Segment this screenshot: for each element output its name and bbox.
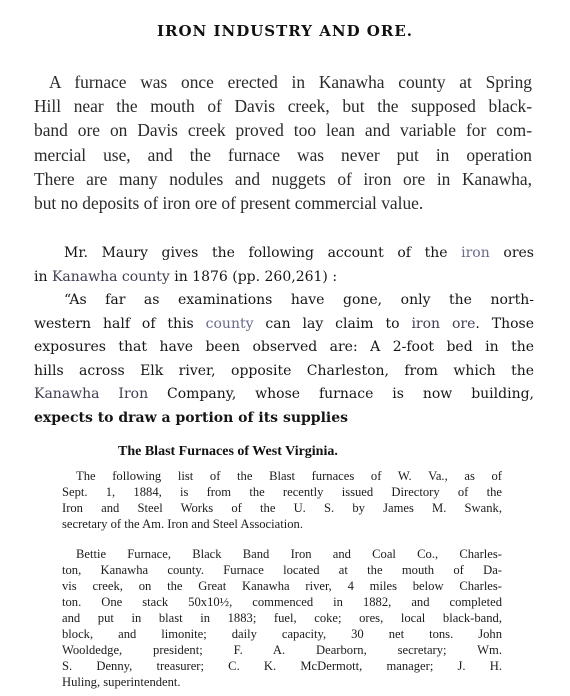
text-line: ton, Kanawha county. Furnace located at the mouth of Da- — [62, 563, 502, 577]
text-line: The following list of the Blast furnaces of W. Va., as of — [76, 469, 502, 483]
text-line: but no deposits of iron ore of present commercial value. — [34, 193, 424, 214]
text-line: hills across Elk river, opposite Charleston, from which the — [34, 362, 534, 379]
text-line: exposures that have been observed are: A 2-foot bed in the — [34, 339, 534, 355]
text-fragment: in 1876 (pp. 260,261) : — [169, 268, 338, 285]
text-line: “As far as examinations have gone, only the north- — [64, 292, 534, 308]
highlight-fragment: Kanawha Iron — [34, 386, 149, 402]
text-line: A furnace was once erected in Kanawha county at Spring — [49, 72, 532, 92]
text-line: S. Denny, treasurer; C. K. McDermott, manager; J. H. — [62, 659, 502, 673]
text-line: block, and limonite; daily capacity, 30 net tons. John — [62, 627, 502, 641]
highlight-fragment: Kanawha county — [51, 268, 170, 285]
section-title: The Blast Furnaces of West Virginia. — [118, 444, 338, 459]
paragraph-maury-account — [34, 242, 534, 430]
paragraph-furnace-history — [34, 70, 532, 215]
text-fragment: ores — [489, 245, 534, 261]
text-line: Hill near the mouth of Davis creek, but the supposed black- — [34, 96, 532, 117]
paragraph-directory-note — [62, 468, 502, 532]
text-line: expects to draw a portion of its supplies — [34, 409, 349, 426]
highlight-fragment: iron ore — [411, 315, 476, 332]
text-fragment: can lay claim to — [253, 315, 412, 332]
highlight-fragment: county — [205, 315, 254, 332]
text-line: vis creek, on the Great Kanawha river, 4 miles below Charles- — [62, 579, 502, 593]
text-line: ton. One stack 50x10½, commenced in 1882, and completed — [62, 595, 502, 609]
text-line — [34, 266, 534, 290]
text-line: There are many nodules and nuggets of iron ore in Kanawha, — [34, 168, 532, 189]
text-fragment: in — [34, 268, 52, 285]
text-line: Wooldedge, president; F. A. Dearborn, secretary; Wm. — [62, 643, 502, 657]
text-line — [34, 313, 534, 337]
text-line: and put in blast in 1883; fuel, coke; ores, local black-band, — [62, 611, 502, 625]
text-line: Sept. 1, 1884, is from the recently issued Directory of the — [62, 485, 502, 499]
text-line: Huling, superintendent. — [62, 675, 181, 689]
text-line: band ore on Davis creek proved too lean and variable for com- — [34, 120, 532, 141]
text-fragment: western half of this — [34, 315, 206, 332]
text-fragment: . Those — [475, 315, 535, 332]
text-fragment: Company, whose furnace is now building, — [148, 386, 534, 402]
text-line: Iron and Steel Works of the U. S. by James M. Swank, — [62, 501, 502, 515]
text-line: secretary of the Am. Iron and Steel Association. — [62, 517, 303, 531]
paragraph-bettie-furnace — [62, 546, 502, 690]
text-line: mercial use, and the furnace was never put in operation — [34, 144, 532, 165]
text-line — [34, 242, 534, 266]
text-line: Bettie Furnace, Black Band Iron and Coal Co., Charles- — [76, 547, 502, 561]
text-fragment: Mr. Maury gives the following account of the — [64, 245, 462, 261]
highlight-fragment: iron — [461, 245, 490, 261]
text-line — [34, 383, 534, 407]
page-title: IRON INDUSTRY AND ORE. — [157, 22, 413, 40]
